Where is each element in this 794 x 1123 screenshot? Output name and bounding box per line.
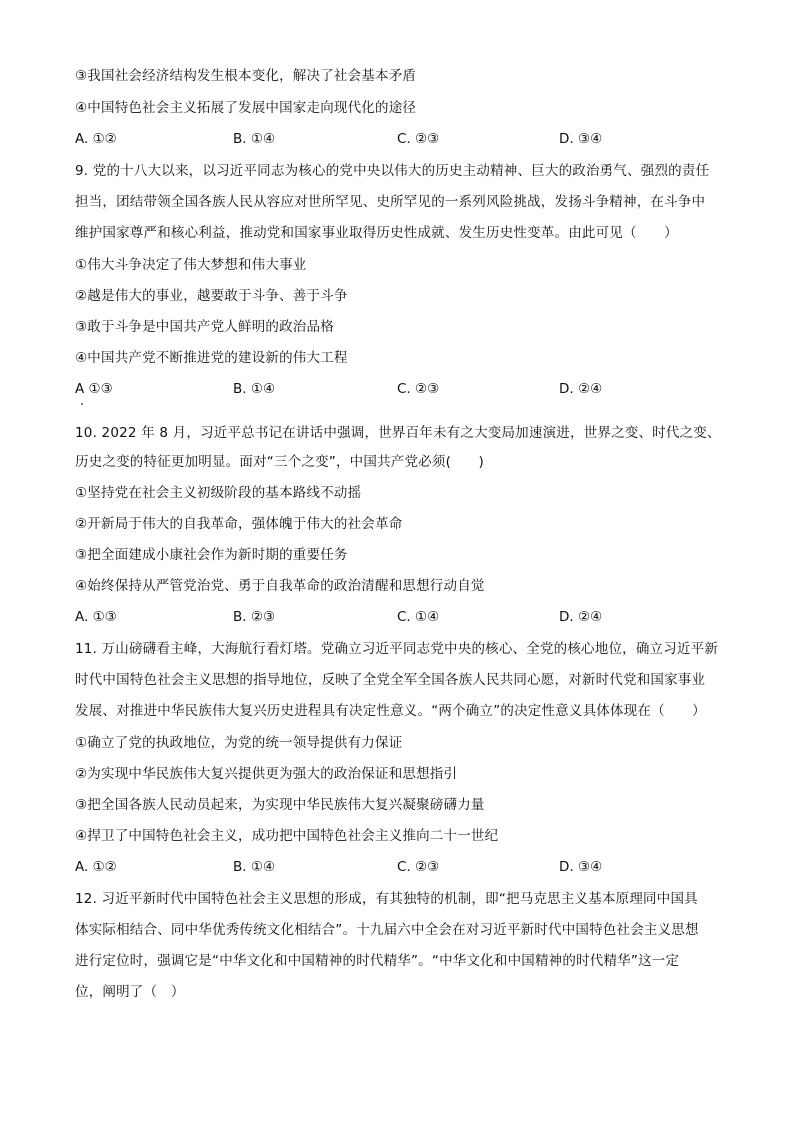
q9-item-3: ③敢于斗争是中国共产党人鲜明的政治品格 <box>75 319 334 335</box>
q10-stem-line-1: 10. 2022 年 8 月，习近平总书记在讲话中强调，世界百年未有之大变局加速演进，世界之变、时代之变、 <box>75 425 721 441</box>
q8-option-c[interactable]: C. ②③ <box>397 131 440 147</box>
q9-option-d[interactable]: D. ②④ <box>559 381 603 397</box>
q11-stem-line-3: 发展、对推进中华民族伟大复兴历史进程具有决定性意义。“两个确立”的决定性意义具体体现在（ ） <box>75 703 706 719</box>
q10-item-1: ①坚持党在社会主义初级阶段的基本路线不动摇 <box>75 485 362 501</box>
q9-stem-line-2: 担当，团结带领全国各族人民从容应对世所罕见、史所罕见的一系列风险挑战，发扬斗争精神，在斗争中 <box>75 194 706 210</box>
q12-stem-line-4: 位，阐明了（ ） <box>75 984 185 1000</box>
q11-item-4: ④捍卫了中国特色社会主义，成功把中国特色社会主义推向二十一世纪 <box>75 828 499 844</box>
scan-speck <box>81 403 83 405</box>
q10-options <box>75 608 725 626</box>
q8-item-3: ③我国社会经济结构发生根本变化，解决了社会基本矛盾 <box>75 68 417 84</box>
q12-stem-line-3: 进行定位时，强调它是“中华文化和中国精神的时代精华”。“中华文化和中国精神的时代精华”这一定 <box>75 953 680 969</box>
q11-option-c[interactable]: C. ②③ <box>397 859 440 875</box>
q8-option-d[interactable]: D. ③④ <box>559 131 603 147</box>
q9-option-b[interactable]: B. ①④ <box>233 381 276 397</box>
q9-item-2: ②越是伟大的事业，越要敢于斗争、善于斗争 <box>75 288 348 304</box>
q8-option-b[interactable]: B. ①④ <box>233 131 276 147</box>
q11-option-b[interactable]: B. ①④ <box>233 859 276 875</box>
q11-stem-line-2: 时代中国特色社会主义思想的指导地位，反映了全党全军全国各族人民共同心愿，对新时代党和国家事业 <box>75 672 706 688</box>
q11-option-a[interactable]: A. ①② <box>75 859 117 875</box>
q9-stem-line-1: 9. 党的十八大以来，以习近平同志为核心的党中央以伟大的历史主动精神、巨大的政治勇气、强烈的责任 <box>75 163 710 179</box>
q9-options <box>75 380 725 398</box>
q11-item-1: ①确立了党的执政地位，为党的统一领导提供有力保证 <box>75 735 403 751</box>
q12-stem-line-2: 体实际相结合、同中华优秀传统文化相结合”。十九届六中全会在对习近平新时代中国特色社会主义思想 <box>75 922 699 938</box>
q9-option-c[interactable]: C. ②③ <box>397 381 440 397</box>
q9-item-1: ①伟大斗争决定了伟大梦想和伟大事业 <box>75 257 307 273</box>
q11-stem-line-1: 11. 万山磅礴看主峰，大海航行看灯塔。党确立习近平同志党中央的核心、全党的核心地位，确立习近平新 <box>75 641 719 657</box>
q10-item-2: ②开新局于伟大的自我革命，强体魄于伟大的社会革命 <box>75 516 403 532</box>
q11-item-2: ②为实现中华民族伟大复兴提供更为强大的政治保证和思想指引 <box>75 766 458 782</box>
q8-option-a[interactable]: A. ①② <box>75 131 117 147</box>
q10-item-4: ④始终保持从严管党治党、勇于自我革命的政治清醒和思想行动自觉 <box>75 578 485 594</box>
q8-item-4: ④中国特色社会主义拓展了发展中国家走向现代化的途径 <box>75 100 417 116</box>
q10-item-3: ③把全面建成小康社会作为新时期的重要任务 <box>75 547 348 563</box>
q11-options <box>75 858 725 876</box>
q9-option-a[interactable]: A ①③ <box>75 381 113 397</box>
q10-option-d[interactable]: D. ②④ <box>559 609 603 625</box>
q10-option-a[interactable]: A. ①③ <box>75 609 117 625</box>
q10-option-b[interactable]: B. ②③ <box>233 609 276 625</box>
q12-stem-line-1: 12. 习近平新时代中国特色社会主义思想的形成，有其独特的机制，即“把马克思主义基本原理同中国具 <box>75 891 698 907</box>
q11-option-d[interactable]: D. ③④ <box>559 859 603 875</box>
q8-options <box>75 130 725 148</box>
q10-option-c[interactable]: C. ①④ <box>397 609 440 625</box>
q10-stem-line-2: 历史之变的特征更加明显。面对“三个之变”，中国共产党必须( ) <box>75 454 484 470</box>
q9-item-4: ④中国共产党不断推进党的建设新的伟大工程 <box>75 350 348 366</box>
q11-item-3: ③把全国各族人民动员起来，为实现中华民族伟大复兴凝聚磅礴力量 <box>75 797 485 813</box>
q9-stem-line-3: 维护国家尊严和核心利益，推动党和国家事业取得历史性成就、发生历史性变革。由此可见（ ） <box>75 225 678 241</box>
